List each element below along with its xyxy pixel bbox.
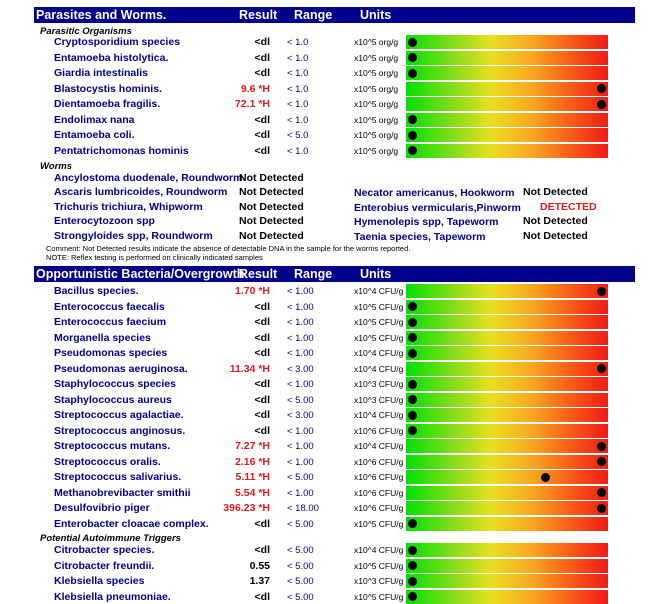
worm-name: Taenia species, Tapeworm <box>354 231 486 243</box>
test-name: Morganella species <box>54 331 151 344</box>
level-marker <box>408 592 417 601</box>
units: x10^5 org/g <box>354 99 399 109</box>
reference-range: < 1.00 <box>287 379 314 390</box>
level-marker <box>597 442 606 451</box>
worm-name: Strongyloides spp, Roundworm <box>54 230 213 242</box>
level-gauge <box>406 455 608 469</box>
test-name: Enterococcus faecalis <box>54 300 165 313</box>
test-result: <dl <box>254 300 270 313</box>
test-result: 1.70 *H <box>234 285 270 297</box>
reference-range: < 18.00 <box>287 503 319 514</box>
test-result: <dl <box>254 590 270 603</box>
test-result: <dl <box>254 424 270 437</box>
units: x10^5 CFU/g <box>354 591 404 602</box>
units: x10^4 CFU/g <box>354 286 404 296</box>
reference-range: < 5.00 <box>287 576 314 587</box>
test-name: Enterococcus faecium <box>54 316 167 328</box>
test-name: Citrobacter species. <box>54 544 155 556</box>
test-name: Pseudomonas aeruginosa. <box>54 362 188 375</box>
test-name: Cryptosporidium species <box>54 36 181 48</box>
test-result: 7.27 *H <box>234 440 270 452</box>
worm-result: DETECTED <box>540 201 597 213</box>
test-name: Klebsiella species <box>54 575 145 587</box>
level-gauge <box>406 51 608 65</box>
units: x10^3 CFU/g <box>354 394 404 405</box>
level-gauge <box>406 97 608 111</box>
result-column-header: Result <box>239 8 278 22</box>
reference-range: < 5.00 <box>287 545 314 556</box>
parasites-header <box>34 7 635 23</box>
units: x10^4 CFU/g <box>354 363 404 374</box>
level-gauge <box>406 517 608 531</box>
level-gauge <box>406 439 608 453</box>
test-name: Dientamoeba fragilis. <box>54 98 161 110</box>
level-gauge <box>406 574 608 588</box>
level-gauge <box>406 66 608 80</box>
units: x10^5 CFU/g <box>354 301 404 312</box>
units: x10^5 org/g <box>354 145 399 156</box>
range-column-header: Range <box>294 8 333 22</box>
reference-range: < 1.00 <box>287 348 314 359</box>
level-marker <box>408 131 417 140</box>
level-gauge <box>406 346 608 360</box>
test-name: Streptococcus agalactiae. <box>54 409 184 421</box>
test-result: <dl <box>254 129 270 141</box>
level-marker <box>408 146 417 155</box>
test-name: Citrobacter freundii. <box>54 559 155 572</box>
test-name: Bacillus species. <box>54 285 139 297</box>
units: x10^5 CFU/g <box>354 317 404 327</box>
worm-name: Enterocytozoon spp <box>54 215 155 227</box>
level-marker <box>408 115 417 124</box>
reference-range: < 1.0 <box>287 37 309 48</box>
units: x10^4 CFU/g <box>354 348 404 358</box>
reference-range: < 5.00 <box>287 591 314 603</box>
reference-range: < 1.0 <box>287 52 309 64</box>
bacteria-title: Opportunistic Bacteria/Overgrowth <box>36 267 245 281</box>
test-result: <dl <box>254 378 270 390</box>
worm-result: Not Detected <box>239 186 304 198</box>
worm-name: Trichuris trichiura, Whipworm <box>54 201 203 213</box>
units: x10^4 CFU/g <box>354 545 404 555</box>
test-name: Entamoeba coli. <box>54 129 135 141</box>
level-gauge <box>406 128 608 142</box>
worm-name: Hymenolepis spp, Tapeworm <box>354 216 499 228</box>
reference-range: < 5.00 <box>287 394 314 406</box>
level-gauge <box>406 377 608 391</box>
reference-range: < 1.00 <box>287 441 314 452</box>
level-gauge <box>406 470 608 484</box>
level-gauge <box>406 144 608 158</box>
level-marker <box>408 546 417 555</box>
worm-result: Not Detected <box>523 186 588 198</box>
test-result: <dl <box>254 409 270 421</box>
level-marker <box>597 488 606 497</box>
result-column-header: Result <box>239 267 278 281</box>
test-name: Giardia intestinalis <box>54 67 148 79</box>
level-marker <box>597 287 606 296</box>
units: x10^6 CFU/g <box>354 472 404 482</box>
units: x10^5 CFU/g <box>354 560 404 571</box>
test-result: 72.1 *H <box>234 98 270 110</box>
test-name: Streptococcus oralis. <box>54 455 161 468</box>
level-gauge <box>406 559 608 573</box>
level-marker <box>597 504 606 513</box>
test-name: Streptococcus anginosus. <box>54 424 186 437</box>
level-marker <box>408 411 417 420</box>
reference-range: < 3.00 <box>287 410 314 421</box>
worms-label: Worms <box>40 161 73 172</box>
reference-range: < 1.00 <box>287 425 314 437</box>
parasites-title: Parasites and Worms. <box>36 8 167 22</box>
worm-name: Enterobius vermicularis,Pinworm <box>354 202 521 214</box>
units: x10^3 CFU/g <box>354 576 404 586</box>
test-name: Staphylococcus species <box>54 378 176 390</box>
level-marker <box>408 318 417 327</box>
worm-name: Ancylostoma duodenale, Roundworm <box>54 172 243 184</box>
test-result: 5.54 *H <box>234 486 270 499</box>
level-marker <box>408 519 417 528</box>
units: x10^6 CFU/g <box>354 425 404 436</box>
level-gauge <box>406 393 608 407</box>
test-result: <dl <box>254 36 270 48</box>
level-gauge <box>406 331 608 345</box>
level-gauge <box>406 408 608 422</box>
worm-result: Not Detected <box>239 201 304 213</box>
reference-range: < 1.00 <box>287 332 314 344</box>
test-name: Staphylococcus aureus <box>54 393 172 406</box>
level-gauge <box>406 284 608 298</box>
level-marker <box>597 100 606 109</box>
test-name: Streptococcus mutans. <box>54 440 171 452</box>
test-result: <dl <box>254 67 270 79</box>
test-result: <dl <box>254 517 270 530</box>
test-name: Enterobacter cloacae complex. <box>54 517 209 530</box>
level-marker <box>408 38 417 47</box>
reference-range: < 5.0 <box>287 130 309 141</box>
level-gauge <box>406 590 608 604</box>
reference-range: < 1.0 <box>287 114 309 126</box>
worm-name: Necator americanus, Hookworm <box>354 187 515 199</box>
test-result: <dl <box>254 113 270 126</box>
level-gauge <box>406 315 608 329</box>
reference-range: < 1.0 <box>287 145 309 157</box>
units: x10^5 org/g <box>354 37 399 47</box>
test-name: Streptococcus salivarius. <box>54 471 182 483</box>
level-marker <box>541 473 550 482</box>
level-marker <box>408 302 417 311</box>
units: x10^6 CFU/g <box>354 503 404 513</box>
reference-range: < 1.0 <box>287 99 309 110</box>
level-marker <box>408 577 417 586</box>
level-marker <box>408 53 417 62</box>
reference-range: < 5.00 <box>287 472 314 483</box>
units: x10^5 CFU/g <box>354 518 404 529</box>
level-gauge <box>406 300 608 314</box>
level-gauge <box>406 543 608 557</box>
worm-result: Not Detected <box>239 215 304 227</box>
units: x10^5 org/g <box>354 83 399 94</box>
level-gauge <box>406 113 608 127</box>
reference-range: < 1.0 <box>287 83 309 95</box>
reference-range: < 1.00 <box>287 286 314 297</box>
worm-result: Not Detected <box>239 172 304 184</box>
reference-range: < 1.0 <box>287 68 309 79</box>
level-marker <box>408 426 417 435</box>
level-gauge <box>406 501 608 515</box>
test-name: Pseudomonas species <box>54 347 168 359</box>
test-result: 0.55 <box>249 559 270 572</box>
test-name: Desulfovibrio piger <box>54 502 150 514</box>
level-marker <box>597 457 606 466</box>
test-name: Methanobrevibacter smithii <box>54 486 191 499</box>
test-result: <dl <box>254 544 270 556</box>
units: x10^4 CFU/g <box>354 441 404 451</box>
test-name: Blastocystis hominis. <box>54 82 162 95</box>
units: x10^4 CFU/g <box>354 410 404 420</box>
reference-range: < 1.00 <box>287 317 314 328</box>
range-column-header: Range <box>294 267 333 281</box>
units: x10^5 org/g <box>354 52 399 63</box>
units: x10^5 CFU/g <box>354 332 404 343</box>
test-result: 11.34 *H <box>229 362 270 375</box>
level-gauge <box>406 362 608 376</box>
level-marker <box>597 84 606 93</box>
worm-result: Not Detected <box>239 230 304 242</box>
level-marker <box>408 380 417 389</box>
level-marker <box>597 364 606 373</box>
test-name: Pentatrichomonas hominis <box>54 144 189 157</box>
test-name: Endolimax nana <box>54 113 135 126</box>
reference-range: < 5.00 <box>287 518 314 530</box>
level-marker <box>408 333 417 342</box>
test-result: 2.16 *H <box>234 455 270 468</box>
units: x10^5 org/g <box>354 68 399 78</box>
units: x10^6 CFU/g <box>354 487 404 498</box>
test-name: Entamoeba histolytica. <box>54 51 169 64</box>
units-column-header: Units <box>360 267 392 281</box>
test-result: 5.11 *H <box>235 471 270 483</box>
bacteria-header <box>34 266 635 282</box>
level-marker <box>408 69 417 78</box>
level-gauge <box>406 82 608 96</box>
units: x10^6 CFU/g <box>354 456 404 467</box>
test-result: <dl <box>254 347 270 359</box>
units-column-header: Units <box>360 8 392 22</box>
units: x10^3 CFU/g <box>354 379 404 389</box>
test-result: <dl <box>254 331 270 344</box>
reference-range: < 1.00 <box>287 301 314 313</box>
parasitic-organisms-label: Parasitic Organisms <box>40 26 132 37</box>
worm-result: Not Detected <box>523 215 588 227</box>
level-marker <box>408 561 417 570</box>
autoimmune-label: Potential Autoimmune Triggers <box>40 533 181 544</box>
units: x10^5 org/g <box>354 130 399 140</box>
test-result: 1.37 <box>249 575 270 587</box>
worm-name: Ascaris lumbricoides, Roundworm <box>54 186 228 198</box>
test-result: <dl <box>254 51 270 64</box>
level-gauge <box>406 35 608 49</box>
test-result: <dl <box>254 393 270 406</box>
test-result: 396.23 *H <box>223 502 270 514</box>
level-marker <box>408 349 417 358</box>
test-name: Klebsiella pneumoniae. <box>54 590 171 603</box>
reference-range: < 1.00 <box>287 487 314 499</box>
reference-range: < 1.00 <box>287 456 314 468</box>
reference-range: < 5.00 <box>287 560 314 572</box>
test-result: <dl <box>254 144 270 157</box>
units: x10^5 org/g <box>354 114 399 125</box>
level-gauge <box>406 486 608 500</box>
level-marker <box>408 395 417 404</box>
test-result: <dl <box>254 316 270 328</box>
worms-comment: Comment: Not Detected results indicate the absence of detectable DNA in the sample for the worms reported. <box>46 244 411 253</box>
worm-result: Not Detected <box>523 230 588 242</box>
level-gauge <box>406 424 608 438</box>
reference-range: < 3.00 <box>287 363 314 375</box>
reflex-note: NOTE: Reflex testing is performed on clinically indicated samples <box>46 253 263 262</box>
test-result: 9.6 *H <box>240 82 270 95</box>
